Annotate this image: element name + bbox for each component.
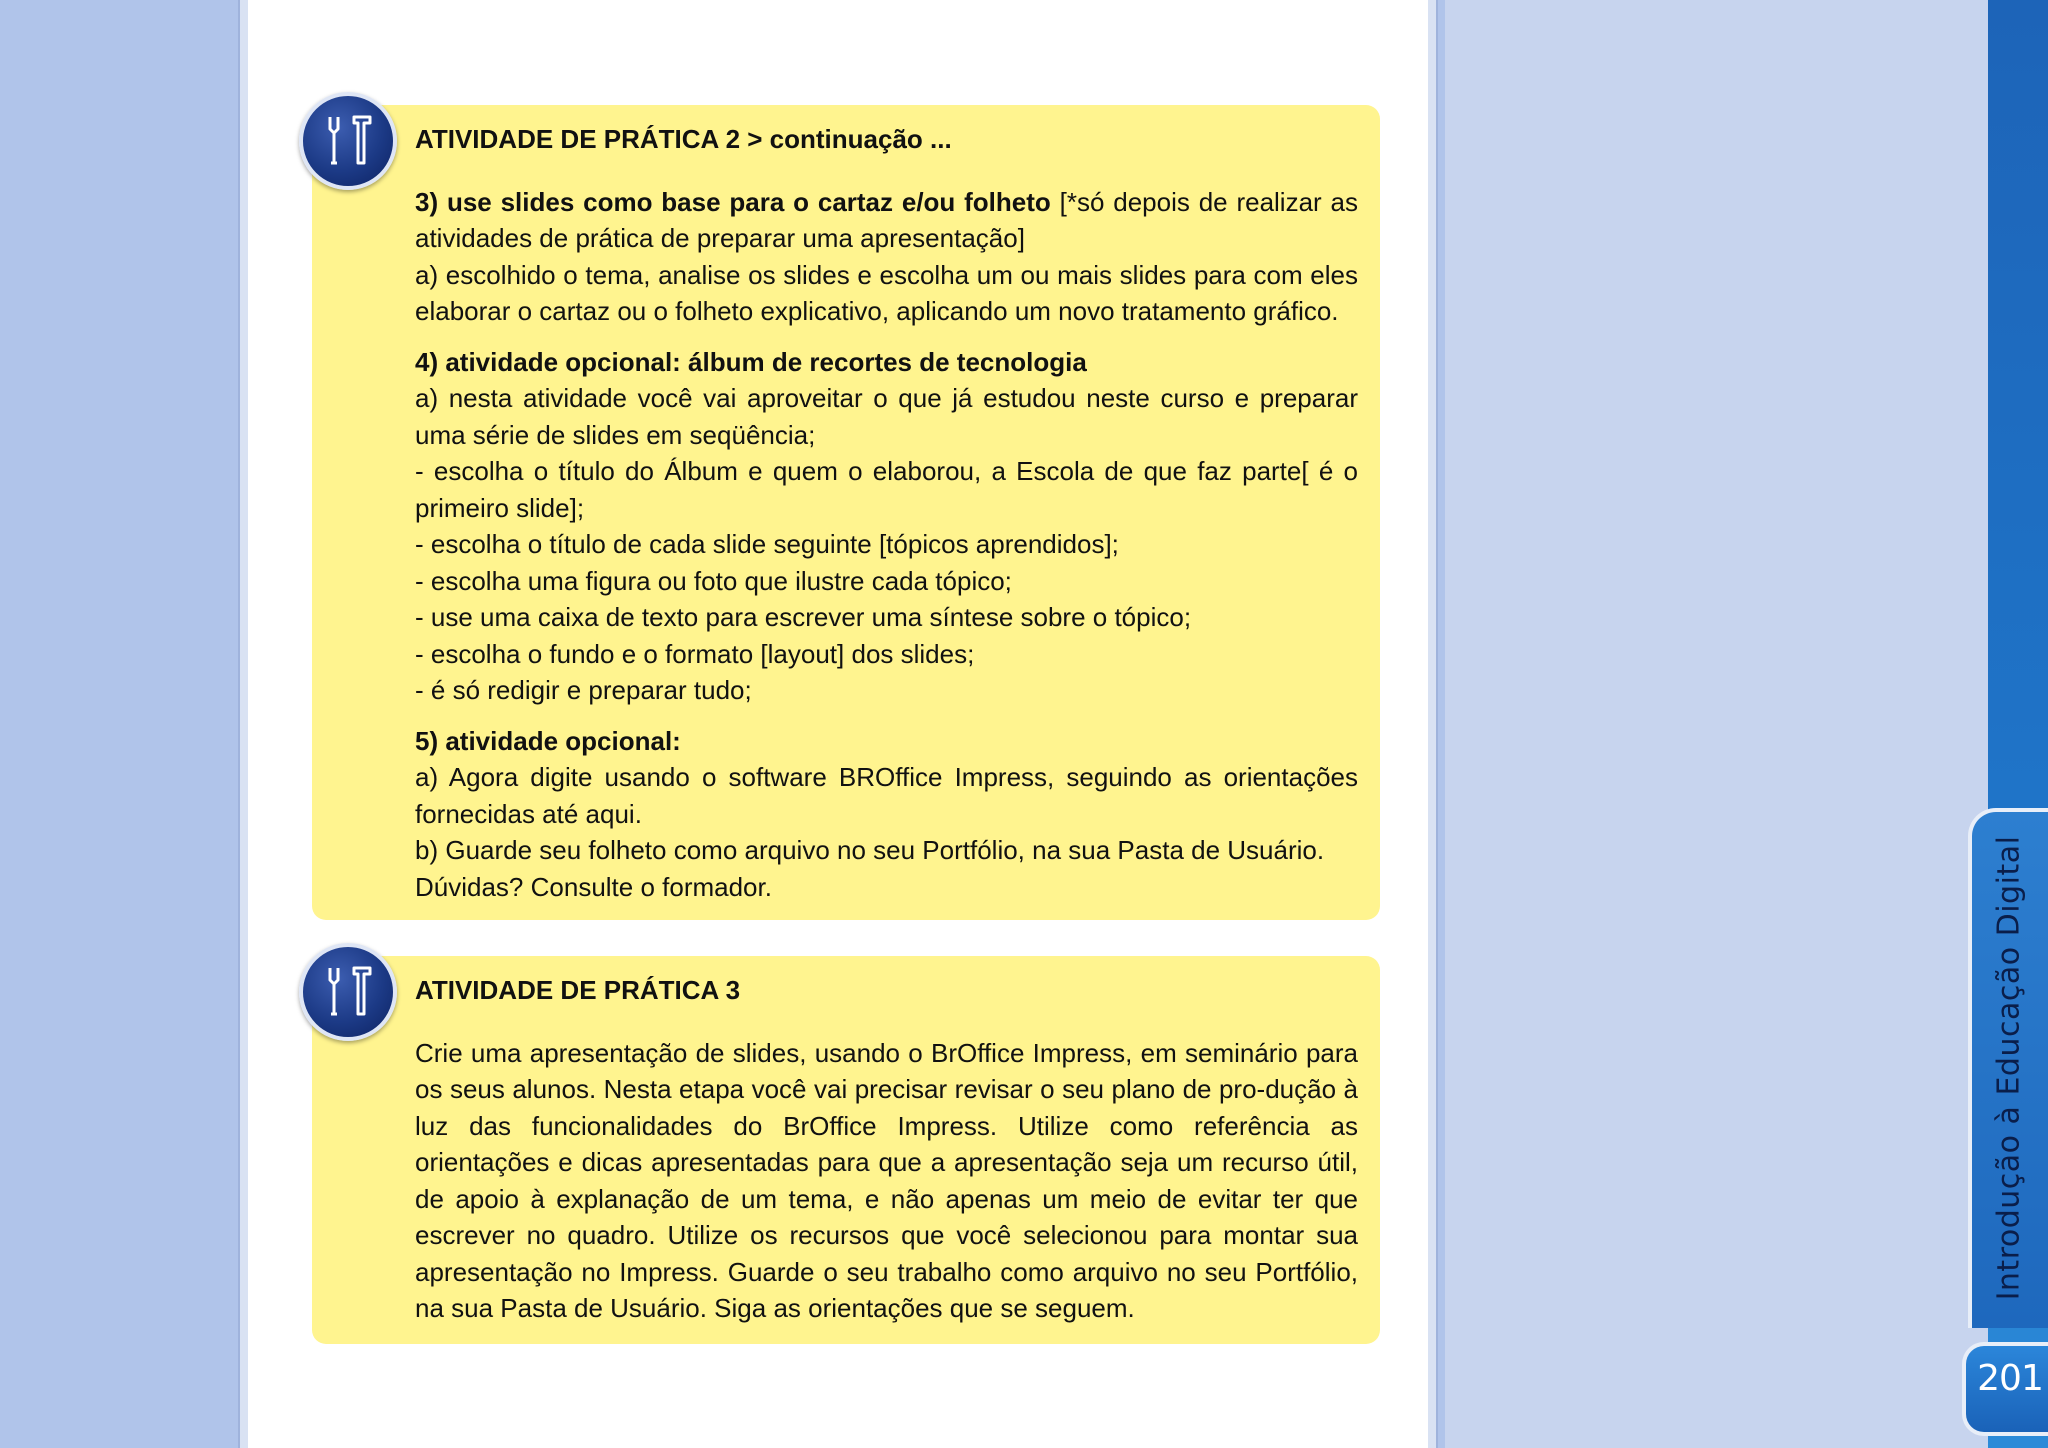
item-5-line: Dúvidas? Consulte o formador.	[415, 871, 772, 902]
item-4	[415, 344, 1358, 709]
tools-icon	[299, 92, 397, 190]
activity-2-body: Crie uma apresentação de slides, usando o BrOffice Impress, em seminário para os seus alunos. Nesta etapa você vai precisar revisar o seu plano de pro-dução à luz das funcionalidades do BrOffice Impress. Utilize como referência as orientações e dicas apresentadas para que a apresentação seja um recurso útil, de apoio à explanação de um tema, e não apenas um meio de evitar ter que escrever no quadro. Utilize os recursos que você selecionou para montar sua apresentação no Impress. Guarde o seu trabalho como arquivo no seu Portfólio, na sua Pasta de Usuário. Siga as orientações que se seguem.	[415, 1037, 1358, 1323]
tools-icon	[299, 943, 397, 1041]
item-5-line: b) Guarde seu folheto como arquivo no seu Portfólio, na sua Pasta de Usuário.	[415, 835, 1325, 865]
book-title: Introdução à Educação Digital	[1991, 835, 2027, 1301]
item-4-line: - escolha uma figura ou foto que ilustre cada tópico;	[415, 565, 1012, 596]
item-5-line: a) Agora digite usando o software BROffice Impress, seguindo as orientações fornecidas até aqui.	[415, 762, 1358, 829]
item-3-heading: 3) use slides como base para o cartaz e/ou folheto	[415, 186, 1051, 217]
item-4-line: a) nesta atividade você vai aproveitar o que já estudou neste curso e preparar uma série de slides em seqüência;	[415, 383, 1358, 450]
activity-box-2	[312, 956, 1380, 1344]
item-4-line: - escolha o título do Álbum e quem o elaborou, a Escola de que faz parte[ é o primeiro slide];	[415, 456, 1358, 523]
item-5-heading: 5) atividade opcional:	[415, 725, 681, 756]
right-background	[1445, 0, 2048, 1448]
page-number: 201	[1977, 1358, 2043, 1399]
activity-title-1: ATIVIDADE DE PRÁTICA 2 > continuação ...	[415, 124, 952, 154]
item-3-heading-rest: [*só depois de realizar as atividades de prática de preparar uma apresentação]	[415, 186, 1358, 253]
item-4-line: - use uma caixa de texto para escrever uma síntese sobre o tópico;	[415, 602, 1192, 632]
item-4-line: - escolha o título de cada slide seguinte [tópicos aprendidos];	[415, 529, 1119, 559]
item-3	[415, 184, 1358, 330]
item-5	[415, 723, 1358, 906]
item-4-heading: 4) atividade opcional: álbum de recortes de tecnologia	[415, 346, 1087, 377]
activity-title-2: ATIVIDADE DE PRÁTICA 3	[415, 975, 741, 1005]
item-4-line: - é só redigir e preparar tudo;	[415, 675, 752, 705]
page-edge-right	[1436, 0, 1438, 1448]
activity-box-1	[312, 105, 1380, 920]
item-4-line: - escolha o fundo e o formato [layout] dos slides;	[415, 638, 975, 669]
item-3-line-a: a) escolhido o tema, analise os slides e escolha um ou mais slides para com eles elaborar o cartaz ou o folheto explicativo, aplicando um novo tratamento gráfico.	[415, 259, 1358, 326]
page-edge-left	[238, 0, 240, 1448]
